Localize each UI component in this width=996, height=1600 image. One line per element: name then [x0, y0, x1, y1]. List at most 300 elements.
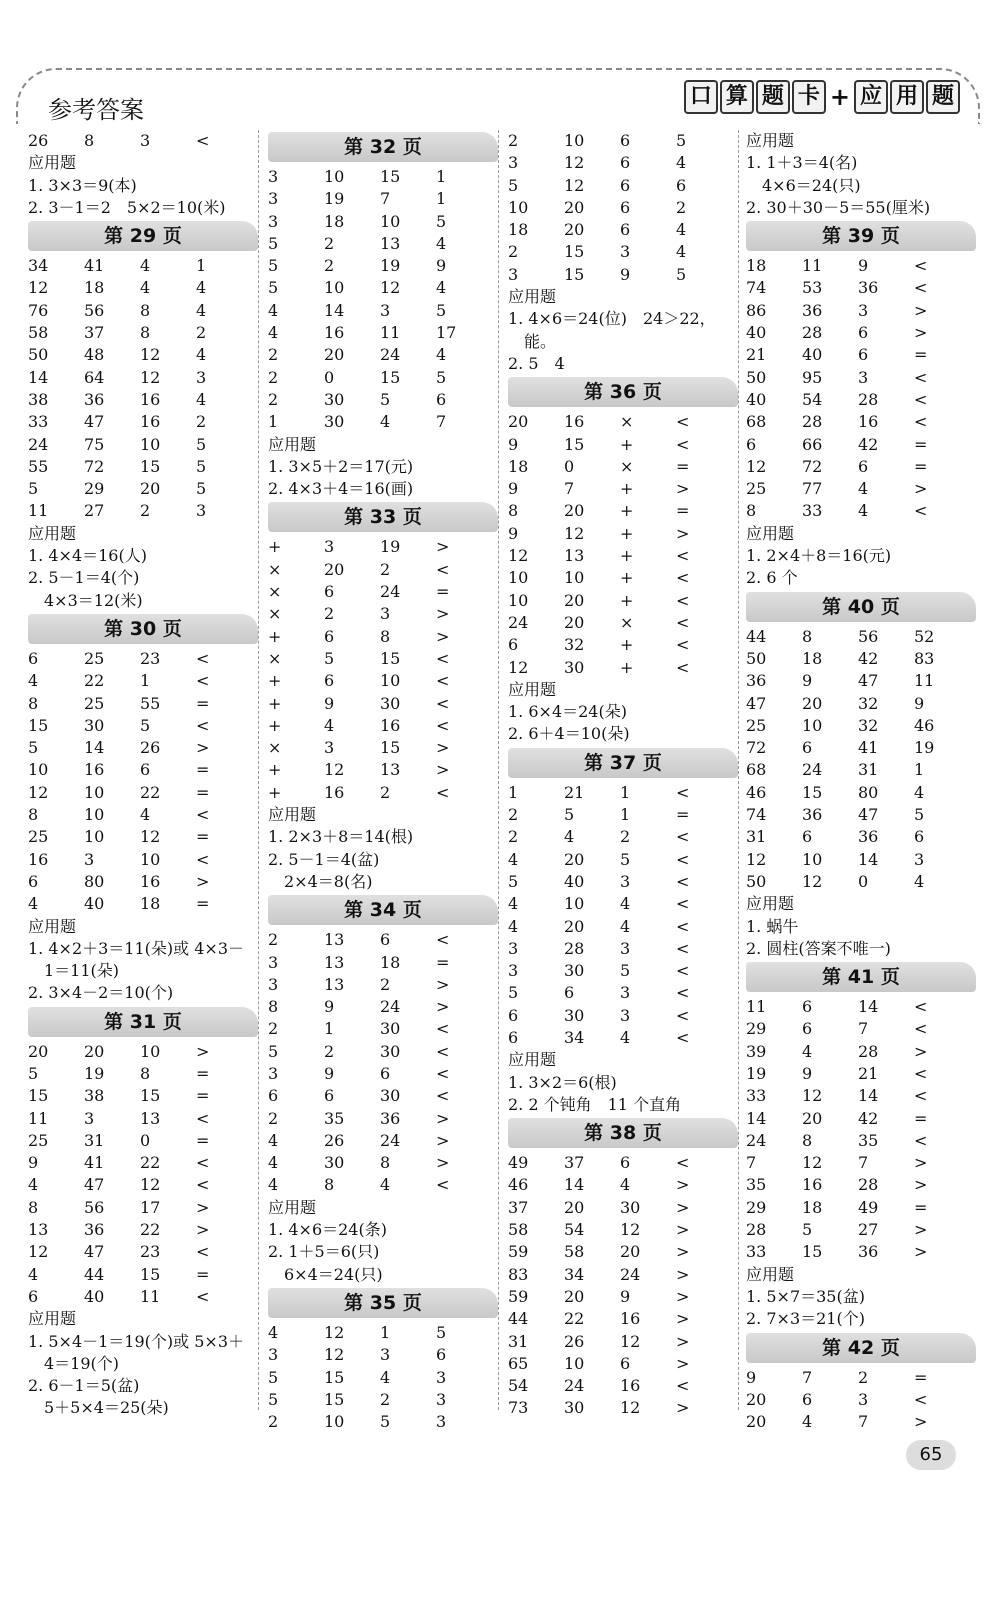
answer-cell: 36	[858, 278, 879, 298]
answer-cell: 47	[858, 671, 879, 691]
answer-cell: 17	[436, 323, 457, 343]
answer-cell: =	[914, 1108, 928, 1128]
answer-cell: 3	[268, 1345, 279, 1365]
answer-cell: 1	[436, 189, 447, 209]
answer-cell: 18	[508, 220, 529, 240]
answer-cell: 42	[858, 434, 879, 454]
answer-cell: 8	[802, 626, 813, 646]
answer-row	[508, 241, 738, 263]
answer-cell: +	[268, 760, 282, 780]
answer-row	[28, 1085, 258, 1107]
answer-row	[28, 389, 258, 411]
answer-cell: 20	[564, 197, 585, 217]
answer-cell: =	[196, 1264, 210, 1284]
answer-cell: 95	[802, 367, 823, 387]
answer-row	[508, 434, 738, 456]
answer-cell: 46	[914, 715, 935, 735]
answer-cell: 20	[746, 1389, 767, 1409]
answer-cell: <	[676, 849, 690, 869]
answer-cell: 20	[746, 1412, 767, 1432]
answer-row	[746, 300, 976, 322]
answer-row	[268, 344, 498, 366]
answer-cell: 10	[564, 131, 585, 150]
answer-cell: 10	[84, 782, 105, 802]
answer-cell: 10	[564, 568, 585, 588]
answer-cell: 4	[268, 323, 279, 343]
answer-cell: 3	[858, 1389, 869, 1409]
answer-cell: 4	[140, 278, 151, 298]
answer-line: 2. 2 个钝角 11 个直角	[508, 1094, 682, 1114]
answer-cell: 80	[84, 871, 105, 891]
answer-cell: 1	[620, 782, 631, 802]
answer-cell: 0	[564, 456, 575, 476]
answer-cell: 5	[196, 479, 207, 499]
answer-cell: 0	[140, 1130, 151, 1150]
answer-cell: 9	[508, 434, 519, 454]
answer-cell: 4	[268, 300, 279, 320]
answer-cell: 40	[564, 871, 585, 891]
answer-cell: 5	[676, 131, 687, 150]
word-problem-label: 应用题	[28, 916, 77, 936]
answer-cell: 24	[564, 1376, 585, 1396]
answer-cell: >	[436, 604, 450, 624]
page-section-heading: 第 42 页	[746, 1333, 976, 1363]
answer-row	[746, 804, 976, 826]
answer-cell: 33	[746, 1242, 767, 1262]
page-section-heading: 第 36 页	[508, 377, 738, 407]
answer-cell: 34	[564, 1027, 585, 1047]
answer-cell: 6	[746, 434, 757, 454]
answer-cell: 1	[914, 760, 925, 780]
answer-cell: 73	[508, 1398, 529, 1418]
answer-cell: 30	[324, 412, 345, 432]
answer-cell: 49	[508, 1153, 529, 1173]
answer-line: 1. 3×5＋2＝17(元)	[268, 456, 414, 476]
answer-cell: 3	[508, 264, 519, 284]
answer-cell: <	[196, 1153, 210, 1173]
answer-cell: 1	[140, 671, 151, 691]
answer-cell: 12	[28, 1242, 49, 1262]
answer-cell: 3	[436, 1367, 447, 1387]
answer-row	[508, 893, 738, 915]
answer-row	[508, 804, 738, 826]
page-section-heading: 第 40 页	[746, 592, 976, 622]
answer-cell: <	[676, 546, 690, 566]
answer-cell: >	[196, 1041, 210, 1061]
answer-cell: 10	[380, 211, 401, 231]
answer-row	[508, 1219, 738, 1241]
answer-cell: 10	[802, 715, 823, 735]
answer-cell: <	[436, 930, 450, 950]
answer-cell: =	[196, 1086, 210, 1106]
answer-line: 4×6＝24(只)	[746, 175, 861, 195]
answer-cell: 3	[324, 537, 335, 557]
answer-row	[28, 411, 258, 433]
answer-line: 4×3＝12(米)	[28, 590, 143, 610]
answer-row	[746, 500, 976, 522]
answer-row	[28, 1286, 258, 1308]
answer-cell: >	[676, 1398, 690, 1418]
answer-cell: 21	[564, 782, 585, 802]
answer-cell: 40	[746, 323, 767, 343]
answer-cell: 32	[858, 693, 879, 713]
answer-cell: 8	[84, 131, 95, 150]
answer-cell: 76	[28, 300, 49, 320]
word-problem-label: 应用题	[268, 434, 317, 454]
answer-cell: 15	[28, 1086, 49, 1106]
answer-cell: 3	[914, 849, 925, 869]
answer-cell: 19	[324, 189, 345, 209]
answer-cell: 20	[564, 501, 585, 521]
answer-cell: +	[620, 479, 634, 499]
answer-row	[508, 1027, 738, 1049]
answer-cell: 18	[84, 278, 105, 298]
brand-char: 题	[926, 80, 960, 114]
answer-cell: 6	[508, 635, 519, 655]
answer-cell: 24	[508, 612, 529, 632]
answer-cell: 86	[746, 300, 767, 320]
answer-cell: 16	[28, 849, 49, 869]
answer-cell: <	[436, 559, 450, 579]
answer-cell: >	[436, 1130, 450, 1150]
answer-cell: 10	[140, 1041, 161, 1061]
answer-row	[268, 1130, 498, 1152]
answer-cell: 42	[858, 1108, 879, 1128]
answer-cell: 17	[140, 1197, 161, 1217]
answer-row	[268, 1041, 498, 1063]
answer-row	[746, 826, 976, 848]
answer-cell: >	[914, 1242, 928, 1262]
answer-cell: 2	[380, 782, 391, 802]
answer-cell: >	[436, 537, 450, 557]
page-title: 参考答案	[48, 96, 144, 124]
answer-cell: 2	[508, 827, 519, 847]
answer-cell: 7	[858, 1019, 869, 1039]
answer-line: 1. 3×2＝6(根)	[508, 1072, 617, 1092]
answer-cell: 4	[28, 671, 39, 691]
answer-cell: 30	[564, 1398, 585, 1418]
answer-cell: +	[268, 693, 282, 713]
answer-cell: 66	[802, 434, 823, 454]
answer-cell: 20	[564, 612, 585, 632]
answer-cell: 12	[28, 278, 49, 298]
answer-cell: 83	[914, 648, 935, 668]
answer-row	[508, 478, 738, 500]
answer-row	[746, 996, 976, 1018]
answer-cell: 19	[84, 1063, 105, 1083]
answer-cell: 39	[746, 1041, 767, 1061]
answer-cell: >	[914, 1412, 928, 1432]
answer-cell: 5	[620, 849, 631, 869]
answer-row	[508, 545, 738, 567]
answer-cell: 7	[858, 1153, 869, 1173]
answer-cell: 6	[802, 827, 813, 847]
answer-cell: 46	[508, 1175, 529, 1195]
answer-cell: 44	[746, 626, 767, 646]
answer-cell: 40	[84, 1286, 105, 1306]
answer-cell: 1	[268, 412, 279, 432]
answer-cell: 10	[564, 1353, 585, 1373]
answer-cell: 10	[84, 827, 105, 847]
answer-line: 1. 4×4＝16(人)	[28, 546, 147, 566]
answer-cell: 6	[140, 760, 151, 780]
answer-cell: 2	[380, 1389, 391, 1409]
answer-cell: 9	[914, 693, 925, 713]
answer-row	[508, 782, 738, 804]
answer-cell: 28	[746, 1220, 767, 1240]
answer-row	[746, 626, 976, 648]
answer-cell: <	[676, 434, 690, 454]
answer-column-1	[28, 130, 258, 1420]
answer-row	[28, 893, 258, 915]
answer-cell: 3	[858, 367, 869, 387]
answer-cell: 8	[28, 805, 39, 825]
answer-cell: 5	[268, 1367, 279, 1387]
answer-row	[508, 152, 738, 174]
answer-line: 2. 3×4－2＝10(个)	[28, 983, 174, 1003]
answer-cell: <	[914, 1086, 928, 1106]
answer-cell: 5	[914, 805, 925, 825]
answer-cell: 42	[858, 648, 879, 668]
answer-cell: 13	[324, 974, 345, 994]
answer-cell: <	[676, 961, 690, 981]
answer-cell: 12	[140, 345, 161, 365]
answer-cell: +	[268, 626, 282, 646]
answer-cell: 9	[28, 1153, 39, 1173]
answer-cell: 14	[84, 738, 105, 758]
answer-row	[746, 1063, 976, 1085]
answer-cell: 2	[268, 1108, 279, 1128]
answer-row	[28, 1174, 258, 1196]
answer-cell: 15	[380, 367, 401, 387]
answer-row	[508, 1308, 738, 1330]
answer-cell: <	[676, 635, 690, 655]
answer-row	[508, 1197, 738, 1219]
answer-cell: 3	[268, 974, 279, 994]
answer-cell: >	[196, 738, 210, 758]
answer-line: 2×4＝8(名)	[268, 871, 373, 891]
answer-cell: 6	[324, 626, 335, 646]
answer-cell: 0	[858, 871, 869, 891]
answer-cell: 7	[858, 1412, 869, 1432]
answer-cell: 31	[84, 1130, 105, 1150]
brand-char: 卡	[792, 80, 826, 114]
answer-line: 1. 4×6＝24(位) 24＞22，	[508, 309, 716, 329]
answer-cell: 6	[620, 1353, 631, 1373]
answer-cell: 5	[676, 264, 687, 284]
answer-cell: >	[676, 1264, 690, 1284]
answer-line: 2. 3－1＝2 5×2＝10(米)	[28, 197, 226, 217]
answer-cell: 10	[508, 590, 529, 610]
answer-row	[508, 634, 738, 656]
answer-cell: 3	[140, 131, 151, 150]
answer-cell: <	[196, 1242, 210, 1262]
answer-cell: 19	[380, 537, 401, 557]
answer-row	[28, 1264, 258, 1286]
answer-cell: 24	[380, 997, 401, 1017]
answer-cell: 6	[676, 175, 687, 195]
answer-row	[746, 648, 976, 670]
answer-cell: >	[676, 1220, 690, 1240]
answer-cell: 9	[324, 1063, 335, 1083]
answer-row	[746, 255, 976, 277]
answer-cell: 55	[28, 456, 49, 476]
answer-row	[268, 1152, 498, 1174]
answer-cell: 16	[858, 412, 879, 432]
answer-cell: 22	[140, 1153, 161, 1173]
answer-cell: >	[436, 1108, 450, 1128]
answer-cell: 12	[28, 782, 49, 802]
answer-cell: >	[676, 1286, 690, 1306]
answer-row	[746, 367, 976, 389]
answer-cell: +	[620, 523, 634, 543]
answer-cell: 10	[324, 1412, 345, 1432]
page-section-heading: 第 39 页	[746, 221, 976, 251]
answer-cell: 2	[268, 1412, 279, 1432]
answer-row	[28, 1130, 258, 1152]
answer-row	[28, 456, 258, 478]
answer-row	[268, 1322, 498, 1344]
answer-cell: 3	[380, 300, 391, 320]
answer-cell: 9	[508, 479, 519, 499]
answer-cell: 8	[28, 693, 39, 713]
answer-cell: <	[196, 131, 210, 150]
answer-cell: 6	[802, 1019, 813, 1039]
answer-cell: 25	[84, 648, 105, 668]
answer-cell: =	[196, 760, 210, 780]
answer-cell: 4	[380, 1367, 391, 1387]
answer-cell: 50	[746, 367, 767, 387]
answer-cell: 24	[802, 760, 823, 780]
answer-row	[268, 300, 498, 322]
answer-line: 1＝11(朵)	[28, 961, 120, 981]
answer-cell: 5	[380, 389, 391, 409]
answer-cell: 9	[324, 693, 335, 713]
answer-cell: 44	[508, 1309, 529, 1329]
brand-char: 口	[684, 80, 718, 114]
answer-row	[746, 1085, 976, 1107]
answer-cell: 5	[28, 1063, 39, 1083]
answer-cell: 21	[858, 1063, 879, 1083]
answer-row	[268, 693, 498, 715]
answer-cell: 9	[802, 671, 813, 691]
answer-cell: 15	[324, 1367, 345, 1387]
answer-cell: 36	[858, 827, 879, 847]
answer-cell: >	[676, 523, 690, 543]
answer-cell: 4	[620, 894, 631, 914]
answer-row	[268, 581, 498, 603]
answer-cell: <	[436, 693, 450, 713]
answer-cell: <	[436, 1086, 450, 1106]
answer-cell: 4	[268, 1175, 279, 1195]
answer-row	[28, 277, 258, 299]
answer-cell: 41	[858, 738, 879, 758]
answer-cell: +	[620, 501, 634, 521]
answer-cell: 12	[746, 456, 767, 476]
answer-row	[28, 344, 258, 366]
page-section-heading: 第 37 页	[508, 748, 738, 778]
answer-cell: 53	[802, 278, 823, 298]
answer-cell: <	[914, 412, 928, 432]
column-divider	[258, 130, 259, 1410]
answer-cell: 12	[508, 657, 529, 677]
answer-cell: 10	[324, 278, 345, 298]
answer-row	[268, 1108, 498, 1130]
answer-cell: 8	[28, 1197, 39, 1217]
answer-cell: 4	[140, 805, 151, 825]
answer-cell: >	[676, 1175, 690, 1195]
answer-cell: 4	[676, 153, 687, 173]
answer-row	[268, 1085, 498, 1107]
answer-cell: 3	[196, 501, 207, 521]
answer-row	[508, 411, 738, 433]
answer-cell: 8	[380, 1153, 391, 1173]
answer-row	[508, 175, 738, 197]
answer-cell: 4	[914, 782, 925, 802]
answer-cell: =	[196, 1063, 210, 1083]
answer-cell: 27	[84, 501, 105, 521]
answer-cell: 2	[380, 559, 391, 579]
answer-cell: 52	[914, 626, 935, 646]
answer-cell: 32	[564, 635, 585, 655]
answer-cell: 36	[802, 805, 823, 825]
answer-cell: 6	[436, 1345, 447, 1365]
answer-cell: 3	[620, 242, 631, 262]
answer-cell: 12	[324, 1345, 345, 1365]
answer-cell: 23	[140, 648, 161, 668]
answer-row	[508, 982, 738, 1004]
answer-cell: >	[436, 760, 450, 780]
answer-cell: 20	[802, 1108, 823, 1128]
answer-cell: 4	[196, 389, 207, 409]
answer-cell: 13	[140, 1108, 161, 1128]
answer-cell: 16	[140, 871, 161, 891]
answer-cell: 33	[746, 1086, 767, 1106]
answer-cell: 15	[564, 242, 585, 262]
answer-cell: 72	[746, 738, 767, 758]
answer-cell: 56	[84, 300, 105, 320]
answer-cell: 4	[196, 300, 207, 320]
answer-cell: 9	[858, 256, 869, 276]
answer-row	[268, 277, 498, 299]
answer-cell: 4	[324, 715, 335, 735]
answer-row	[28, 1152, 258, 1174]
answer-row	[268, 255, 498, 277]
answer-cell: 3	[84, 849, 95, 869]
answer-cell: 8	[140, 300, 151, 320]
page-section-heading: 第 30 页	[28, 614, 258, 644]
answer-cell: 6	[380, 930, 391, 950]
answer-row	[28, 255, 258, 277]
answer-cell: =	[196, 693, 210, 713]
answer-row	[268, 670, 498, 692]
answer-row	[28, 478, 258, 500]
answer-cell: <	[676, 1376, 690, 1396]
answer-cell: 15	[380, 167, 401, 186]
answer-cell: 3	[620, 983, 631, 1003]
answer-cell: 5	[268, 1389, 279, 1409]
answer-cell: >	[676, 479, 690, 499]
answer-cell: 31	[746, 827, 767, 847]
answer-line: 2. 4×3＋4＝16(画)	[268, 479, 414, 499]
answer-row	[28, 693, 258, 715]
answer-cell: <	[914, 256, 928, 276]
answer-cell: 9	[620, 1286, 631, 1306]
answer-cell: 6	[620, 220, 631, 240]
answer-cell: 24	[380, 345, 401, 365]
answer-row	[508, 567, 738, 589]
answer-row	[268, 1367, 498, 1389]
